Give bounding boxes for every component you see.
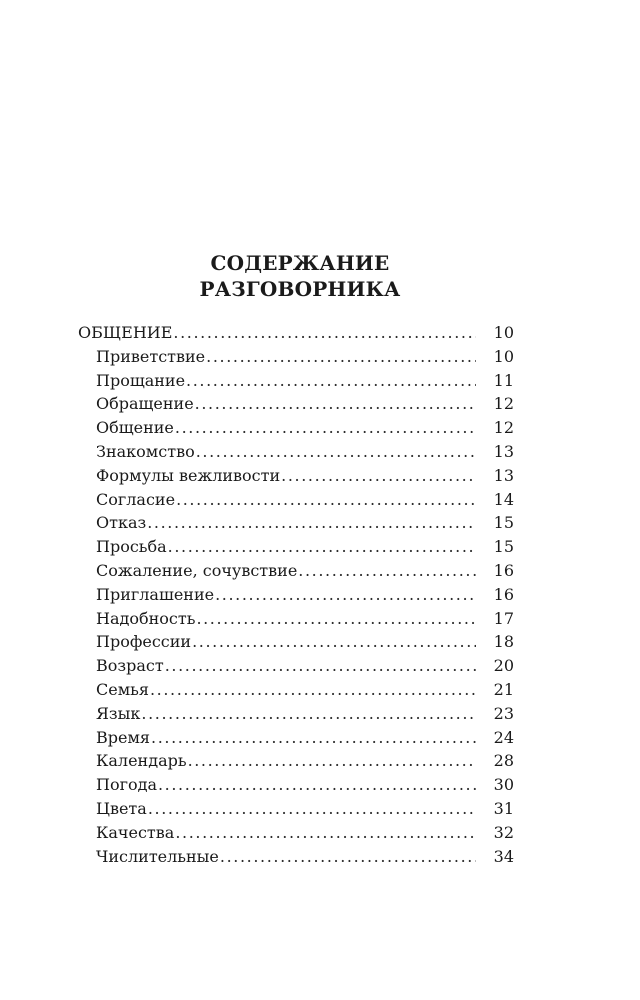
toc-entry-page: 34 — [493, 846, 514, 866]
dot-leader — [175, 821, 476, 845]
toc-entry — [78, 488, 514, 512]
toc-entry-page: 28 — [493, 751, 514, 771]
toc-entry-label: Прощание — [96, 370, 186, 390]
toc-entry — [78, 511, 514, 535]
toc-entry-page: 12 — [493, 418, 514, 438]
toc-entry — [78, 749, 514, 773]
toc-entry-label: Погода — [96, 775, 157, 795]
dot-leader — [186, 369, 476, 393]
dot-leader — [196, 440, 476, 464]
toc-entry — [78, 845, 514, 869]
toc-entry-page: 16 — [493, 584, 514, 604]
toc-entry-page: 18 — [493, 632, 514, 652]
toc-entry-page: 15 — [493, 537, 514, 557]
toc-entry — [78, 726, 514, 750]
toc-entry-label: Качества — [96, 822, 175, 842]
table-of-contents — [78, 321, 514, 868]
toc-entry-page: 13 — [493, 465, 514, 485]
dot-leader — [298, 559, 476, 583]
dot-leader — [158, 773, 476, 797]
toc-entry-label: Профессии — [96, 632, 192, 652]
toc-entry — [78, 630, 514, 654]
toc-entry-label: Календарь — [96, 751, 187, 771]
toc-entry-page: 11 — [493, 370, 514, 390]
toc-entry-label: Формулы вежливости — [96, 465, 281, 485]
toc-entry-page: 13 — [493, 441, 514, 461]
dot-leader — [148, 797, 476, 821]
toc-entry-label: Общение — [96, 418, 174, 438]
dot-leader — [215, 583, 476, 607]
dot-leader — [165, 654, 476, 678]
title-line-1: СОДЕРЖАНИЕ — [210, 251, 390, 275]
dot-leader — [176, 488, 476, 512]
toc-entry-label: Приглашение — [96, 584, 215, 604]
toc-entry-page: 24 — [493, 727, 514, 747]
toc-entry — [78, 535, 514, 559]
toc-section-label: ОБЩЕНИЕ — [78, 323, 173, 342]
dot-leader — [141, 702, 476, 726]
dot-leader — [175, 416, 476, 440]
dot-leader — [151, 726, 476, 750]
toc-entry — [78, 821, 514, 845]
toc-entry — [78, 797, 514, 821]
toc-entry-label: Числительные — [96, 846, 219, 866]
dot-leader — [195, 392, 476, 416]
toc-entry-page: 14 — [493, 489, 514, 509]
toc-entry-page: 30 — [493, 775, 514, 795]
toc-entry — [78, 416, 514, 440]
dot-leader — [206, 345, 476, 369]
toc-entry-page: 17 — [493, 608, 514, 628]
toc-entry-label: Надобность — [96, 608, 196, 628]
toc-entry-page: 12 — [493, 394, 514, 414]
toc-entry-page: 20 — [493, 656, 514, 676]
toc-entry-label: Цвета — [96, 798, 147, 818]
dot-leader — [192, 630, 476, 654]
toc-entry-page: 16 — [493, 560, 514, 580]
dot-leader — [150, 678, 476, 702]
toc-entry-label: Знакомство — [96, 441, 195, 461]
toc-entry — [78, 464, 514, 488]
dot-leader — [168, 535, 476, 559]
toc-entry-page: 10 — [493, 346, 514, 366]
toc-entry — [78, 654, 514, 678]
toc-entry-page: 15 — [493, 513, 514, 533]
toc-entry-label: Приветствие — [96, 346, 206, 366]
toc-entry — [78, 345, 514, 369]
toc-entry — [78, 583, 514, 607]
toc-entry — [78, 559, 514, 583]
toc-entry-page: 32 — [493, 822, 514, 842]
toc-entry-page: 21 — [493, 679, 514, 699]
toc-entry — [78, 392, 514, 416]
toc-entry-label: Язык — [96, 703, 141, 723]
toc-entry — [78, 440, 514, 464]
toc-section-page: 10 — [493, 323, 514, 342]
page-title — [0, 250, 600, 302]
toc-entry-label: Отказ — [96, 513, 147, 533]
toc-entry-label: Просьба — [96, 537, 167, 557]
toc-entry-page: 23 — [493, 703, 514, 723]
toc-entry-label: Возраст — [96, 656, 164, 676]
title-line-2: РАЗГОВОРНИКА — [199, 277, 401, 301]
toc-entry — [78, 702, 514, 726]
dot-leader — [147, 511, 476, 535]
toc-section-row — [78, 321, 514, 345]
dot-leader — [173, 321, 476, 345]
dot-leader — [196, 607, 476, 631]
toc-entry — [78, 773, 514, 797]
toc-entry-label: Согласие — [96, 489, 176, 509]
toc-entry — [78, 369, 514, 393]
dot-leader — [188, 749, 476, 773]
dot-leader — [220, 845, 476, 869]
toc-entry-label: Сожаление, сочувствие — [96, 560, 298, 580]
toc-entry-label: Обращение — [96, 394, 194, 414]
toc-entry — [78, 678, 514, 702]
toc-entry — [78, 607, 514, 631]
toc-entry-page: 31 — [493, 798, 514, 818]
dot-leader — [281, 464, 476, 488]
toc-entry-label: Семья — [96, 679, 149, 699]
toc-entry-label: Время — [96, 727, 151, 747]
